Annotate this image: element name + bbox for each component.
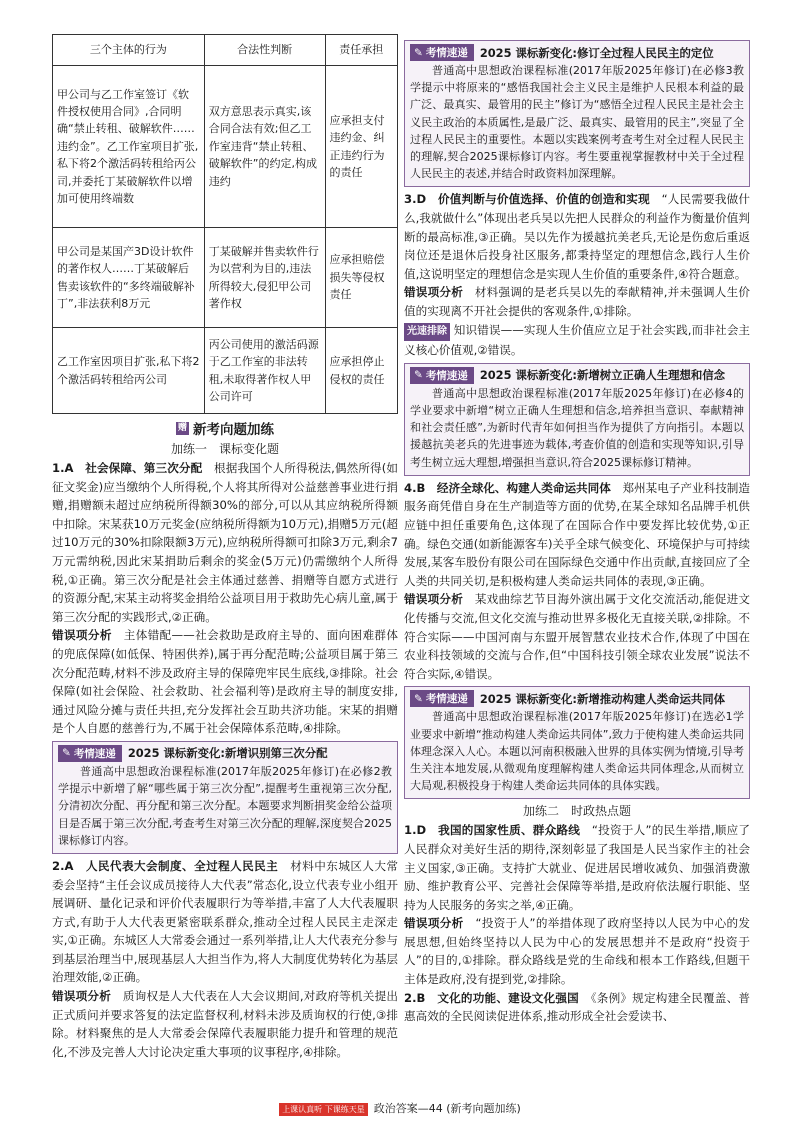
pen-icon: ✎ [414, 46, 423, 59]
answer-head: 4.B 经济全球化、构建人类命运共同体 [404, 480, 611, 495]
legal-analysis-table [52, 34, 398, 414]
wrong-text: “投资于人”的举措体现了政府坚持以人民为中心的发展思想,但始终坚持以人民为中心的发展思想并不是政府“投资于人”的目的,①排除。群众路线是党的生命线和根本工作路线,但题干主体是政府,没有提到党,②排除。 [404, 916, 750, 987]
tag-label: 考情速递 [73, 747, 116, 760]
answer-head: 2.A 人民代表大会制度、全过程人民民主 [52, 858, 279, 873]
table-cell: 应承担赔偿损失等侵权责任 [325, 228, 397, 328]
wrong-text: 主体错配——社会救助是政府主导的、面向困难群体的兜底保障(如低保、特困供养),属于再分配范畴;公益项目属于第三次分配范畴,材料不涉及政府主导的保障兜牢民生底线,③排除。社会保障(如社会保险、社会救助、社会福利等)是政府主导的制度安排,通过风险分摊与责任共担,充分发挥社会互助共济功能。宋某的捐赠是个人自愿的慈善行为,不属于社会保障体系范畴,④排除。 [52, 628, 398, 736]
box-title: 2025 课标新变化:新增识别第三次分配 [127, 746, 328, 761]
exam-trend-box [52, 741, 398, 854]
wrong-analysis-q4 [404, 590, 750, 683]
answer-r2 [404, 989, 750, 1026]
table-cell: 甲公司与乙工作室签订《软件授权使用合同》,合同明确“禁止转租、破解软件……违约金”。乙工作室项目扩张,私下将2个激活码转租给丙公司,并委托丁某破解软件以增加可使用终端数 [53, 66, 205, 228]
wrong-analysis-q2 [52, 987, 398, 1061]
table-cell: 丙公司使用的激活码源于乙工作室的非法转租,未取得著作权人甲公司许可 [204, 328, 325, 414]
answer-body: 根据我国个人所得税法,偶然所得(如征文奖金)应当缴纳个人所得税,个人将其所得对公益慈善事业进行捐赠,捐赠额未超过应纳税所得额30%的部分,可以从其应纳税所得额中扣除。宋某获10万元奖金(应纳税所得额为10万元),捐赠5万元(超过10万元的30%扣除限额3万元),应纳税所得额可扣除3万元,剩余7万元需纳税,因此宋某捐助后剩余的奖金(5万元)仍需缴纳个人所得税,①正确。第三次分配是社会主体通过慈善、捐赠等自愿方式进行的资源分配,宋某主动将奖金捐给公益项目用于救助先心病儿童,属于第三次分配的实践形式,②正确。 [52, 461, 398, 624]
exam-trend-box [404, 686, 750, 799]
answer-head: 1.D 我国的国家性质、群众路线 [404, 823, 581, 838]
tag-label: 考情速递 [425, 369, 468, 382]
answer-body: “投资于人”的民生举措,顺应了人民群众对美好生活的期待,深刻彰显了我国是人民当家作主的社会主义国家,③正确。支持扩大就业、促进居民增收减负、加强消费激励、维护教育公平、完善社会保障等举措,是政府依法履行职能、坚持为人民服务的务实之举,④正确。 [404, 823, 750, 912]
box-title: 2025 课标新变化:修订全过程人民民主的定位 [479, 45, 714, 60]
section-title-text: 新考向题加练 [193, 422, 274, 438]
table-cell: 甲公司是某国产3D设计软件的著作权人……丁某破解后售卖该软件的“多终端破解补丁”,非法获利8万元 [53, 228, 205, 328]
pen-icon: ✎ [62, 747, 71, 760]
wrong-analysis-r1 [404, 914, 750, 988]
wrong-analysis-q3 [404, 283, 750, 320]
left-column [52, 34, 398, 1061]
table-header: 三个主体的行为 [53, 35, 205, 66]
table-row [53, 228, 398, 328]
table-cell: 乙工作室因项目扩张,私下将2个激活码转租给丙公司 [53, 328, 205, 414]
answer-body: 材料中东城区人大常委会坚持“主任会议成员接待人大代表”常态化,设立代表专业小组开展调研、量化记录和评价代表履职行为等举措,丰富了人大代表履职方式,有助于人大代表更紧密联系群众,推动全过程人民民主走深走实,①正确。东城区人大常委会通过一系列举措,让人大代表充分参与到基层治理当中,展现基层人大担当作为,将人大制度优势转化为基层治理效能,②正确。 [52, 858, 398, 985]
pen-icon: ✎ [414, 692, 423, 705]
tag-label: 考情速递 [425, 47, 468, 59]
flash-text: 知识错误——实现人生价值应立足于社会实践,而非社会主义核心价值观,②错误。 [404, 322, 750, 358]
answer-q4 [404, 479, 750, 591]
wrong-label: 错误项分析 [404, 285, 464, 300]
box-title: 2025 课标新变化:新增树立正确人生理想和信念 [479, 368, 726, 383]
answer-q3 [404, 190, 750, 283]
box-text: 普通高中思想政治课程标准(2017年版2025年修订)在必修3教学提示中将原来的“感悟我国社会主义民主是维护人民根本利益的最广泛、最真实、最管用的民主”修订为“感悟全过程人民民主是社会主义民主政治的本质属性,是最广泛、最真实、最管用的民主”,突显了全过程人民民主的重要性。本题以实践案例考查考生对全过程人民民主的理解,契合2025课标修订内容。考生要重视掌握教材中关于全过程人民民主的表述,并结合时政资料加深理解。 [410, 64, 744, 181]
table-cell: 应承担停止侵权的责任 [325, 328, 397, 414]
wrong-text: 材料强调的是老兵吴以先的奉献精神,并未强调人生价值的实现离不开社会提供的客观条件,①排除。 [404, 285, 750, 318]
exam-trend-box [404, 40, 750, 187]
table-cell: 应承担支付违约金、纠正违约行为的责任 [325, 66, 397, 228]
table-row [53, 328, 398, 414]
drill-one-title: 加练一 课标变化题 [170, 442, 279, 456]
exam-trend-tag [410, 367, 474, 384]
wrong-text: 某戏曲综艺节目海外演出属于文化交流活动,能促进文化传播与交流,但文化交流与推动世界多极化无直接关联,②排除。不符合实际——中国河南与东盟开展智慧农业技术合作,体现了中国在农业科技领域的交流与合作,但“中国科技引领全球农业发展”说法不符合实际,④错误。 [404, 592, 750, 681]
answer-q1 [52, 459, 398, 626]
answer-body: 郑州某电子产业科技制造服务商凭借自身在生产制造等方面的优势,在某全球知名品牌手机供应链中担任重要角色,这体现了在国际合作中要发挥比较优势,①正确。绿色交通(如新能源客车)关乎全球气候变化、环境保护与可持续发展,某客车股份有限公司在国际绿色交通中作出贡献,直接回应了全人类的共同关切,是积极构建人类命运共同体的表现,③正确。 [404, 480, 750, 588]
tag-label: 考情速递 [425, 693, 468, 706]
wrong-label: 错误项分析 [52, 989, 112, 1004]
answer-head: 3.D 价值判断与价值选择、价值的创造和实现 [404, 192, 650, 207]
answer-q2 [52, 857, 398, 987]
right-column [404, 40, 750, 1026]
table-header-row [53, 35, 398, 66]
box-title: 2025 课标新变化:新增推动构建人类命运共同体 [479, 691, 726, 706]
box-header [410, 690, 744, 707]
answer-body: 《条例》规定构建全民覆盖、普惠高效的全民阅读促进体系,推动形成全社会爱读书、 [404, 990, 751, 1024]
page-number: 政治答案—44 (新考向题加练) [373, 1102, 521, 1115]
exam-trend-tag [410, 690, 474, 707]
box-text: 普通高中思想政治课程标准(2017年版2025年修订)在必修2教学提示中新增了解“哪些属于第三次分配”,提醒考生重视第三次分配,分清初次分配、再分配和第三次分配。本题要求判断捐奖金给公益项目是否属于第三次分配,考查考生对第三次分配的理解,深度契合2025课标修订内容。 [58, 764, 392, 847]
table-header: 责任承担 [325, 35, 397, 66]
answer-head: 1.A 社会保障、第三次分配 [52, 461, 203, 475]
box-text: 普通高中思想政治课程标准(2017年版2025年修订)在选必1学业要求中新增“推动构建人类命运共同体”,致力于使构建人类命运共同体理念深入人心。本题以河南积极融入世界的具体实例为情境,引导考生关注本地发展,从微观角度理解构建人类命运共同体理念,从而树立大局观,积极投身于构建人类命运共同体的具体实践。 [410, 710, 744, 793]
answer-body: “人民需要我做什么,我就做什么”体现出老兵吴以先把人民群众的利益作为衡量价值判断的最高标准,③正确。吴以先作为援越抗美老兵,无论是伤愈后重返岗位还是退休后投身社区服务,都秉持坚定的理想信念,践行人生价值,这说明坚定的理想信念是实现人生价值的重要条件,④符合题意。 [404, 192, 750, 281]
gift-badge-icon: 赠 [177, 422, 187, 433]
table-cell: 双方意思表示真实,该合同合法有效;但乙工作室违背“禁止转租、破解软件”的约定,构成违约 [204, 66, 325, 228]
box-header [410, 44, 744, 61]
wrong-label: 错误项分析 [404, 916, 464, 931]
wrong-label: 错误项分析 [52, 628, 112, 643]
exam-trend-tag [410, 44, 474, 61]
page-footer [0, 1100, 800, 1116]
pen-icon: ✎ [414, 369, 423, 382]
box-header [410, 367, 744, 384]
wrong-label: 错误项分析 [404, 592, 464, 607]
flash-exclusion-q3 [404, 321, 750, 360]
wrong-analysis-q1 [52, 626, 398, 738]
wrong-text: 质询权是人大代表在人大会议期间,对政府等机关提出正式质问并要求答复的法定监督权利,材料未涉及质询权的行使,③排除。材料聚焦的是人大常委会保障代表履职能力提升和管理的规范化,不涉及完善人大讨论决定重大事项的议事程序,④排除。 [52, 989, 398, 1059]
exam-trend-tag [58, 745, 122, 762]
publisher-logo: 上课认真听 下课练天星 [279, 1103, 368, 1116]
table-header: 合法性判断 [204, 35, 325, 66]
answer-r1 [404, 821, 750, 914]
drill-two-title: 加练二 时政热点题 [522, 804, 631, 819]
table-cell: 丁某破解并售卖软件行为以营利为目的,违法所得较大,侵犯甲公司著作权 [204, 228, 325, 328]
answer-head: 2.B 文化的功能、建设文化强国 [404, 990, 579, 1005]
table-row [53, 66, 398, 228]
flash-tag: 光速排除 [404, 323, 450, 342]
box-header [58, 745, 392, 762]
section-title [52, 418, 398, 438]
exam-trend-box [404, 363, 750, 476]
box-text: 普通高中思想政治课程标准(2017年版2025年修订)在必修4的学业要求中新增“树立正确人生理想和信念,培养担当意识、奉献精神和社会责任感”,为新时代青年如何担当作为提供了方向指引。本题以援越抗美老兵的先进事迹为载体,考查价值的创造和实现等知识,引导考生树立远大理想,增强担当意识,符合2025课标修订精神。 [410, 386, 744, 469]
